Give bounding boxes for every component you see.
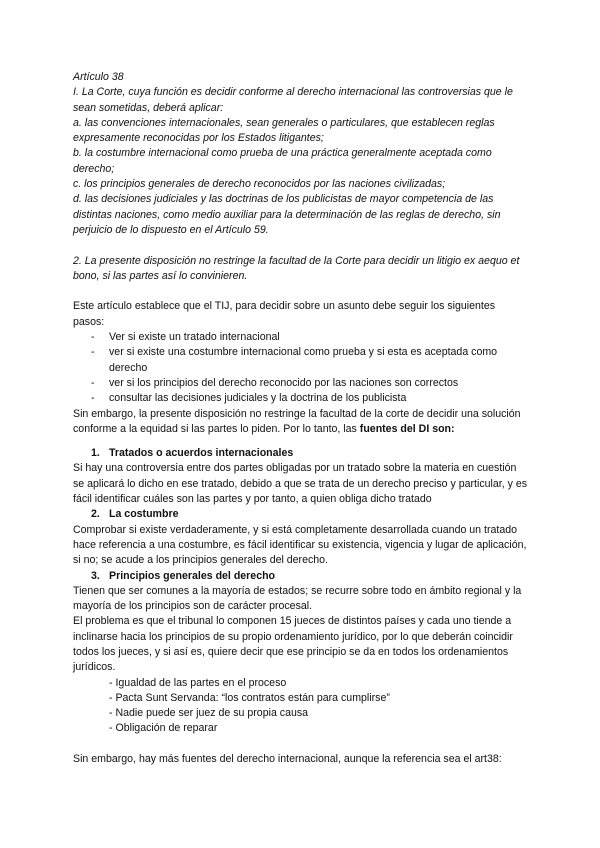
section-title: Principios generales del derecho <box>109 569 276 582</box>
article-line: I. La Corte, cuya función es decidir conforme al derecho internacional las controversias que le sean sometidas, deberá aplicar: <box>73 86 513 114</box>
list-item: - Nadie puede ser juez de su propia causa <box>109 707 309 720</box>
article-line: c. los principios generales de derecho reconocidos por las naciones civilizadas; <box>73 178 446 191</box>
list-item: - ver si existe una costumbre internacional como prueba y si esta es aceptada como derecho <box>73 345 529 376</box>
document-page <box>73 70 529 767</box>
conclusion-bold: fuentes del DI son: <box>359 422 455 435</box>
steps-list <box>73 330 529 406</box>
section-heading <box>73 446 529 461</box>
section-paragraph: El problema es que el tribunal lo componen 15 jueces de distintos países y cada uno tiende a inclinarse hacia los principios de su propio ordenamiento jurídico, por lo que deberán coincidir todos los jueces, y si así es, quiere decir que ese principio se da en todos los ordenamientos jurídicos. <box>73 615 513 674</box>
article-paragraph-2: 2. La presente disposición no restringe la facultad de la Corte para decidir un litigio ex aequo et bono, si las partes así lo convinieren. <box>73 254 520 282</box>
section-paragraph: Si hay una controversia entre dos partes obligadas por un tratado sobre la materia en cuestión se aplicará lo dicho en ese tratado, debido a que se trata de un derecho preciso y particular, y es fácil identificar cuáles son las partes y por tanto, a quien obliga dicho tratado <box>73 462 528 506</box>
intro-paragraph: Este artículo establece que el TIJ, para decidir sobre un asunto debe seguir los siguientes pasos: <box>73 300 496 328</box>
section-number: 2. <box>91 508 100 521</box>
conclusion-text: Sin embargo, la presente disposición no restringe la facultad de la corte de decidir una solución conforme a la equidad si las partes lo piden. Por lo tanto, las <box>73 407 521 435</box>
list-item: - Igualdad de las partes en el proceso <box>109 676 287 689</box>
list-item: - Obligación de reparar <box>109 722 218 735</box>
section-title: La costumbre <box>109 508 179 521</box>
section-number: 1. <box>91 447 100 460</box>
section-number: 3. <box>91 569 100 582</box>
list-item: - ver si los principios del derecho reconocido por las naciones son correctos <box>73 376 529 391</box>
article-title: Artículo 38 <box>73 71 124 83</box>
list-item: - Ver si existe un tratado internacional <box>73 330 529 345</box>
section-heading <box>73 569 529 584</box>
conclusion-paragraph <box>73 407 529 438</box>
section-paragraph: Tienen que ser comunes a la mayoría de estados; se recurre sobre todo en ámbito regional y la mayoría de los principios son de carácter procesal. <box>73 584 522 613</box>
section-title: Tratados o acuerdos internacionales <box>109 447 294 460</box>
article-line: d. las decisiones judiciales y las doctrinas de los publicistas de mayor competencia de las distintas naciones, como medio auxiliar para la determinación de las reglas de derecho, sin perjuicio de lo dispuesto en el Artículo 59. <box>73 193 501 236</box>
article-line: b. la costumbre internacional como prueba de una práctica generalmente aceptada como derecho; <box>73 147 492 175</box>
principles-list <box>73 676 529 737</box>
list-item: - consultar las decisiones judiciales y la doctrina de los publicista <box>73 391 529 406</box>
final-paragraph: Sin embargo, hay más fuentes del derecho internacional, aunque la referencia sea el art38: <box>73 753 502 766</box>
article-line: a. las convenciones internacionales, sean generales o particulares, que establecen reglas expresamente reconocidas por los Estados litigantes; <box>73 116 495 145</box>
section-heading <box>73 507 529 522</box>
list-item: - Pacta Sunt Servanda: “los contratos están para cumplirse” <box>109 691 390 704</box>
section-paragraph: Comprobar si existe verdaderamente, y si está completamente desarrollada cuando un tratado hace referencia a una costumbre, es fácil identificar su existencia, vigencia y lugar de aplicación, si no; se acude a los principios generales del derecho. <box>73 523 527 567</box>
